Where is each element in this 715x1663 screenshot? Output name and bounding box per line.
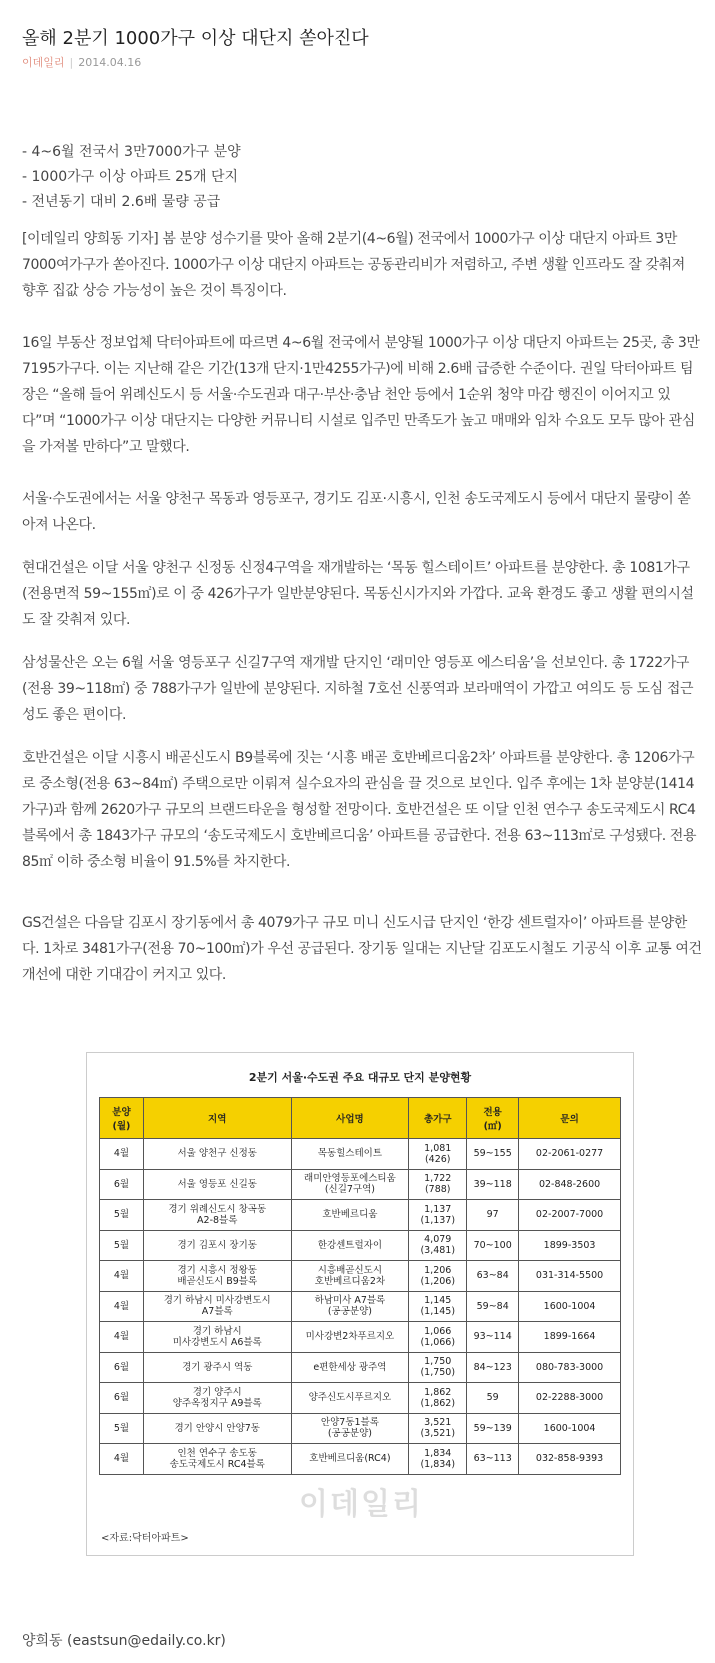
table-cell: 02-2288-3000 <box>519 1383 621 1414</box>
table-cell: 4월 <box>100 1139 144 1170</box>
table-cell: 경기 위례신도시 창곡동 A2-8블록 <box>143 1200 291 1231</box>
table-cell: 93~114 <box>467 1322 519 1353</box>
table-row <box>100 1200 621 1231</box>
table-cell: 서울 양천구 신정동 <box>143 1139 291 1170</box>
table-cell: 1,750 (1,750) <box>409 1352 467 1383</box>
table-row <box>100 1139 621 1170</box>
bullet-item: - 전년동기 대비 2.6배 물량 공급 <box>22 194 221 210</box>
table-header-cell: 총가구 <box>409 1098 467 1139</box>
table-cell: 안양7동1블록 (공공분양) <box>291 1413 409 1444</box>
table-header-row <box>100 1098 621 1139</box>
table-row <box>100 1291 621 1322</box>
paragraph: GS건설은 다음달 김포시 장기동에서 총 4079가구 규모 미니 신도시급 단지인 ‘한강 센트럴자이’ 아파트를 분양한다. 1차로 3481가구(전용 70~100㎡)가 우선 공급된다. 장기동 일대는 지난달 김포도시철도 기공식 이후 교통 여건 개선에 대한 기대감이 커지고 있다. <box>22 915 702 983</box>
table-cell: 경기 광주시 역동 <box>143 1352 291 1383</box>
table-cell: 인천 연수구 송도동 송도국제도시 RC4블록 <box>143 1444 291 1475</box>
table-cell: 경기 하남시 미사강변도시 A7블록 <box>143 1291 291 1322</box>
table-cell: 63~113 <box>467 1444 519 1475</box>
table-cell: 080-783-3000 <box>519 1352 621 1383</box>
table-header-cell: 전용 (㎡) <box>467 1098 519 1139</box>
table-header-cell: 문의 <box>519 1098 621 1139</box>
table-cell: 70~100 <box>467 1230 519 1261</box>
table-cell: 경기 안양시 안양7동 <box>143 1413 291 1444</box>
table-cell: 목동힐스테이트 <box>291 1139 409 1170</box>
table-cell: 4월 <box>100 1291 144 1322</box>
table-cell: 1,862 (1,862) <box>409 1383 467 1414</box>
table-cell: 1,137 (1,137) <box>409 1200 467 1231</box>
table-cell: 032-858-9393 <box>519 1444 621 1475</box>
table-cell: 1,206 (1,206) <box>409 1261 467 1292</box>
table-image <box>86 1052 634 1556</box>
table-cell: 호반베르디움(RC4) <box>291 1444 409 1475</box>
table-cell: 02-848-2600 <box>519 1169 621 1200</box>
table-cell: 1600-1004 <box>519 1413 621 1444</box>
table-cell: 호반베르디움 <box>291 1200 409 1231</box>
paragraph: 삼성물산은 오는 6월 서울 영등포구 신길7구역 재개발 단지인 ‘래미안 영등포 에스티움’을 선보인다. 총 1722가구(전용 39~118㎡) 중 788가구가 일반에 분양된다. 지하철 7호선 신풍역과 보라매역이 가깝고 여의도 등 도심 접근성도 좋은 편이다. <box>22 655 694 723</box>
table-cell: 031-314-5500 <box>519 1261 621 1292</box>
paragraph: [이데일리 양희동 기자] 봄 분양 성수기를 맞아 올해 2분기(4~6월) 전국에서 1000가구 이상 대단지 아파트 3만7000여가구가 쏟아진다. 1000가구 이상 대단지 아파트는 공동관리비가 저렴하고, 주변 생활 인프라도 잘 갖춰져 향후 집값 상승 가능성이 높은 것이 특징이다. <box>22 231 685 299</box>
table-row <box>100 1261 621 1292</box>
table-cell: 미사강변2차푸르지오 <box>291 1322 409 1353</box>
table-cell: 1600-1004 <box>519 1291 621 1322</box>
table-cell: 1899-1664 <box>519 1322 621 1353</box>
table-cell: 5월 <box>100 1230 144 1261</box>
bullet-item: - 4~6월 전국서 3만7000가구 분양 <box>22 144 241 160</box>
table-title: 2분기 서울·수도권 주요 대규모 단지 분양현황 <box>248 1071 472 1084</box>
table-cell: 02-2061-0277 <box>519 1139 621 1170</box>
summary-bullets <box>22 140 241 215</box>
table-row <box>100 1352 621 1383</box>
table-cell: 3,521 (3,521) <box>409 1413 467 1444</box>
table-cell: 1,145 (1,145) <box>409 1291 467 1322</box>
table-row <box>100 1444 621 1475</box>
table-row <box>100 1322 621 1353</box>
table-cell: 63~84 <box>467 1261 519 1292</box>
table-cell: 하남미사 A7블록 (공공분양) <box>291 1291 409 1322</box>
table-cell: 경기 양주시 양주옥정지구 A9블록 <box>143 1383 291 1414</box>
table-cell: 4,079 (3,481) <box>409 1230 467 1261</box>
table-row <box>100 1383 621 1414</box>
table-cell: 양주신도시푸르지오 <box>291 1383 409 1414</box>
article-title: 올해 2분기 1000가구 이상 대단지 쏟아진다 <box>22 28 369 49</box>
article-meta <box>22 54 141 70</box>
table-cell: 1,834 (1,834) <box>409 1444 467 1475</box>
supply-table <box>99 1097 621 1475</box>
table-cell: 1,066 (1,066) <box>409 1322 467 1353</box>
table-cell: 경기 시흥시 정왕동 배곧신도시 B9블록 <box>143 1261 291 1292</box>
table-cell: 59~84 <box>467 1291 519 1322</box>
table-row <box>100 1413 621 1444</box>
table-cell: 84~123 <box>467 1352 519 1383</box>
table-cell: 59~155 <box>467 1139 519 1170</box>
table-header-cell: 분양 (월) <box>100 1098 144 1139</box>
paragraph: 서울·수도권에서는 서울 양천구 목동과 영등포구, 경기도 김포·시흥시, 인천 송도국제도시 등에서 대단지 물량이 쏟아져 나온다. <box>22 491 691 533</box>
bullet-item: - 1000가구 이상 아파트 25개 단지 <box>22 169 238 185</box>
table-cell: 02-2007-7000 <box>519 1200 621 1231</box>
table-header-cell: 지역 <box>143 1098 291 1139</box>
table-source-note: <자료:닥터아파트> <box>101 1533 189 1544</box>
table-cell: 5월 <box>100 1200 144 1231</box>
table-row <box>100 1230 621 1261</box>
table-cell: 59~139 <box>467 1413 519 1444</box>
table-cell: 시흥배곧신도시 호반베르디움2차 <box>291 1261 409 1292</box>
table-cell: 4월 <box>100 1444 144 1475</box>
table-cell: 97 <box>467 1200 519 1231</box>
table-cell: 1,081 (426) <box>409 1139 467 1170</box>
table-cell: 4월 <box>100 1322 144 1353</box>
paragraph: 호반건설은 이달 시흥시 배곧신도시 B9블록에 짓는 ‘시흥 배곧 호반베르디움2차’ 아파트를 분양한다. 총 1206가구로 중소형(전용 63~84㎡) 주택으로만 이뤄져 실수요자의 관심을 끌 것으로 보인다. 입주 후에는 1차 분양분(1414가구)과 함께 2620가구 규모의 브랜드타운을 형성할 전망이다. 호반건설은 또 이달 인천 연수구 송도국제도시 RC4블록에서 총 1843가구 규모의 ‘송도국제도시 호반베르디움’ 아파트를 공급한다. 전용 63~113㎡로 구성됐다. 전용 85㎡ 이하 중소형 비율이 91.5%를 차지한다. <box>22 750 697 870</box>
table-cell: 서울 영등포 신길동 <box>143 1169 291 1200</box>
table-cell: 경기 하남시 미사강변도시 A6블록 <box>143 1322 291 1353</box>
table-cell: 경기 김포시 장기동 <box>143 1230 291 1261</box>
table-header-cell: 사업명 <box>291 1098 409 1139</box>
paragraph: 16일 부동산 정보업체 닥터아파트에 따르면 4~6월 전국에서 분양될 1000가구 이상 대단지 아파트는 25곳, 총 3만7195가구다. 이는 지난해 같은 기간(13개 단지·1만4255가구)에 비해 2.6배 급증한 수준이다. 권일 닥터아파트 팀장은 “올해 들어 위례신도시 등 서울·수도권과 대구·부산·충남 천안 등에서 1순위 청약 마감 행진이 이어지고 있다”며 “1000가구 이상 대단지는 다양한 커뮤니티 시설로 입주민 만족도가 높고 매매와 임차 수요도 모두 많아 관심을 가져볼 만하다”고 말했다. <box>22 335 700 455</box>
table-cell: 1,722 (788) <box>409 1169 467 1200</box>
table-row <box>100 1169 621 1200</box>
publish-date: 2014.04.16 <box>78 56 142 69</box>
watermark: 이데일리 <box>299 1487 423 1522</box>
table-cell: 4월 <box>100 1261 144 1292</box>
meta-divider: | <box>69 56 74 69</box>
table-cell: 래미안영등포에스티움 (신길7구역) <box>291 1169 409 1200</box>
table-cell: 6월 <box>100 1383 144 1414</box>
table-cell: 6월 <box>100 1169 144 1200</box>
author-byline: 양희동 (eastsun@edaily.co.kr) <box>22 1633 226 1649</box>
paragraph: 현대건설은 이달 서울 양천구 신정동 신정4구역을 재개발하는 ‘목동 힐스테이트’ 아파트를 분양한다. 총 1081가구(전용면적 59~155㎡)로 이 중 426가구가 일반분양된다. 목동신시가지와 가깝다. 교육 환경도 좋고 생활 편의시설도 잘 갖춰져 있다. <box>22 560 694 628</box>
table-cell: 6월 <box>100 1352 144 1383</box>
table-cell: e편한세상 광주역 <box>291 1352 409 1383</box>
table-cell: 1899-3503 <box>519 1230 621 1261</box>
table-cell: 한강센트럴자이 <box>291 1230 409 1261</box>
table-cell: 59 <box>467 1383 519 1414</box>
table-cell: 5월 <box>100 1413 144 1444</box>
news-source[interactable]: 이데일리 <box>22 56 65 69</box>
table-cell: 39~118 <box>467 1169 519 1200</box>
